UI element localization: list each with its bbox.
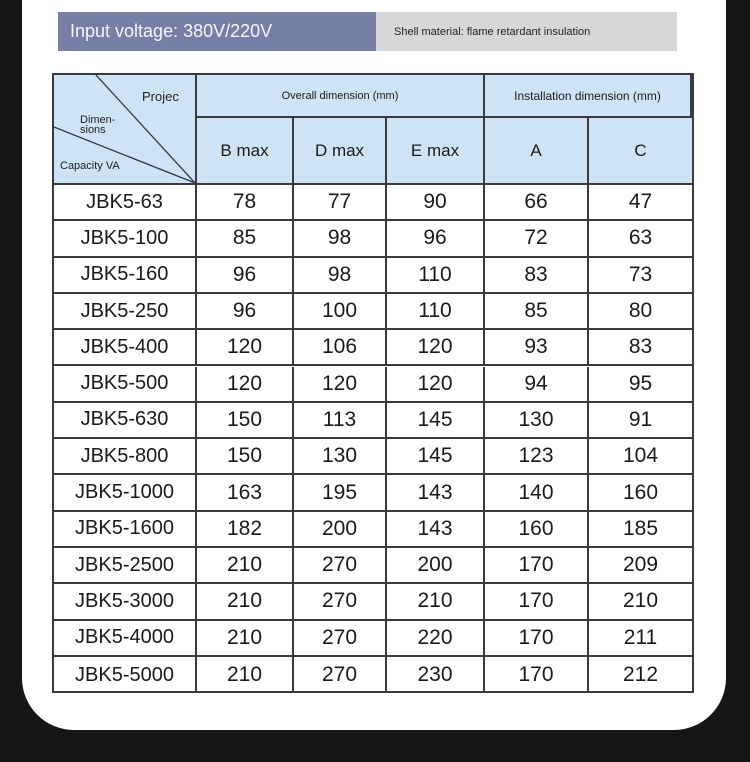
table-row-value-cell — [387, 185, 485, 221]
table-row-value-cell — [485, 294, 589, 330]
cell-text: 140 — [518, 480, 554, 504]
table-row-value-cell — [589, 367, 692, 403]
table-row-value-cell — [387, 439, 485, 475]
cell-text: 210 — [622, 589, 659, 613]
table-row-value-cell — [197, 258, 294, 294]
cell-text: JBK5-1000 — [75, 481, 174, 504]
cell-text: 200 — [417, 553, 453, 577]
table-row-value-cell — [197, 475, 294, 511]
cell-text: JBK5-400 — [80, 335, 169, 358]
cell-text: JBK5-63 — [86, 190, 163, 213]
table-row-value-cell — [485, 403, 589, 439]
voltage-text: Input voltage: 380V/220V — [70, 21, 273, 41]
table-row-value-cell — [589, 621, 692, 657]
table-row-value-cell — [294, 621, 387, 657]
table-row-value-cell — [294, 403, 387, 439]
table-row-value-cell — [294, 548, 387, 584]
cell-text: 94 — [524, 371, 548, 395]
cell-text: 106 — [321, 335, 358, 359]
cell-text: 83 — [524, 262, 548, 286]
cell-text: 170 — [518, 589, 554, 613]
table-row-value-cell — [197, 185, 294, 221]
cell-text: 270 — [321, 663, 358, 687]
cell-text: 130 — [518, 407, 554, 431]
cell-text: 123 — [518, 444, 554, 468]
table-row-value-cell — [485, 621, 589, 657]
cell-text: 96 — [232, 299, 257, 323]
table-row-value-cell — [294, 330, 387, 366]
cell-text: 170 — [518, 625, 554, 649]
cell-text: 47 — [628, 190, 653, 214]
table-row-model-cell — [54, 475, 197, 511]
table-row-value-cell — [387, 221, 485, 257]
table-row-value-cell — [294, 221, 387, 257]
cell-text: 120 — [417, 371, 453, 395]
cell-text: 96 — [423, 226, 447, 250]
table-row-value-cell — [589, 258, 692, 294]
table-row-value-cell — [197, 403, 294, 439]
table-row-value-cell — [197, 330, 294, 366]
cell-text: 200 — [321, 516, 358, 540]
cell-text: 143 — [417, 516, 453, 540]
table-row-value-cell — [387, 621, 485, 657]
table-row-value-cell — [485, 367, 589, 403]
cell-text: 104 — [622, 444, 659, 468]
cell-text: 210 — [226, 589, 263, 613]
table-row-value-cell — [197, 548, 294, 584]
cell-text: 145 — [417, 407, 453, 431]
column-header-label: D max — [314, 140, 365, 160]
cell-text: 120 — [226, 371, 263, 395]
table-row-value-cell — [387, 258, 485, 294]
cell-text: 120 — [417, 335, 453, 359]
column-header-e-max — [387, 118, 485, 185]
table-row-value-cell — [589, 185, 692, 221]
table-row-value-cell — [589, 548, 692, 584]
cell-text: 220 — [417, 625, 453, 649]
cell-text: 90 — [423, 190, 447, 214]
corner-label-dimensions-2: sions — [80, 124, 106, 136]
cell-text: JBK5-3000 — [75, 589, 174, 612]
table-row-value-cell — [485, 330, 589, 366]
table-row-value-cell — [294, 512, 387, 548]
cell-text: 91 — [628, 407, 653, 431]
cell-text: 210 — [226, 553, 263, 577]
cell-text: 66 — [524, 190, 548, 214]
corner-label-project: Projec — [142, 89, 179, 104]
corner-header — [54, 75, 197, 185]
cell-text: JBK5-4000 — [75, 626, 174, 649]
group-header-install-label: Installation dimension (mm) — [514, 88, 661, 103]
table-row-value-cell — [485, 584, 589, 620]
table-row-value-cell — [197, 512, 294, 548]
cell-text: 98 — [327, 262, 352, 286]
cell-text: 170 — [518, 553, 554, 577]
cell-text: 93 — [524, 335, 548, 359]
table-row-value-cell — [294, 475, 387, 511]
table-row-value-cell — [197, 584, 294, 620]
cell-text: JBK5-500 — [80, 372, 169, 395]
table-row-value-cell — [294, 185, 387, 221]
column-header-label: B max — [220, 140, 269, 160]
cell-text: JBK5-630 — [80, 408, 169, 431]
table-row-value-cell — [197, 439, 294, 475]
table-row-value-cell — [485, 475, 589, 511]
cell-text: JBK5-2500 — [75, 553, 174, 576]
table-row-model-cell — [54, 621, 197, 657]
cell-text: 85 — [524, 299, 548, 323]
cell-text: 63 — [628, 226, 653, 250]
group-header-overall-label: Overall dimension (mm) — [281, 89, 399, 102]
table-row-value-cell — [485, 512, 589, 548]
table-row-model-cell — [54, 221, 197, 257]
column-header-label: E max — [410, 140, 460, 160]
table-row-value-cell — [589, 439, 692, 475]
table-row-value-cell — [294, 258, 387, 294]
cell-text: 270 — [321, 589, 358, 613]
table-row-value-cell — [387, 548, 485, 584]
table-row-value-cell — [485, 221, 589, 257]
cell-text: 110 — [418, 299, 452, 323]
cell-text: 98 — [327, 226, 352, 250]
cell-text: 170 — [518, 663, 554, 687]
column-header-d-max — [294, 118, 387, 185]
cell-text: 130 — [321, 444, 358, 468]
cell-text: 209 — [622, 553, 659, 577]
table-row-value-cell — [589, 512, 692, 548]
table-row-value-cell — [197, 657, 294, 693]
cell-text: 96 — [232, 262, 257, 286]
cell-text: 95 — [628, 371, 653, 395]
table-row-model-cell — [54, 367, 197, 403]
column-header-a — [485, 118, 589, 185]
cell-text: 185 — [622, 516, 659, 540]
table-row-model-cell — [54, 512, 197, 548]
table-row-value-cell — [387, 330, 485, 366]
table-row-model-cell — [54, 439, 197, 475]
spec-table — [52, 73, 694, 693]
table-row-model-cell — [54, 294, 197, 330]
cell-text: 77 — [327, 190, 352, 214]
cell-text: 83 — [628, 335, 653, 359]
table-row-value-cell — [294, 367, 387, 403]
cell-text: 182 — [226, 516, 263, 540]
corner-label-capacity: Capacity VA — [60, 160, 120, 172]
column-header-c — [589, 118, 692, 185]
table-row-value-cell — [485, 258, 589, 294]
cell-text: 270 — [321, 553, 358, 577]
cell-text: 145 — [417, 444, 453, 468]
table-row-model-cell — [54, 403, 197, 439]
cell-text: 270 — [321, 625, 358, 649]
table-row-value-cell — [485, 548, 589, 584]
column-header-b-max — [197, 118, 294, 185]
table-row-value-cell — [294, 657, 387, 693]
cell-text: 212 — [622, 663, 659, 687]
corner-label-dimensions-1: Dimen- — [80, 114, 116, 126]
cell-text: 160 — [518, 516, 554, 540]
corner-label-dimensions — [80, 115, 115, 135]
table-row-model-cell — [54, 548, 197, 584]
cell-text: JBK5-1600 — [75, 517, 174, 540]
table-row-value-cell — [387, 475, 485, 511]
table-row-model-cell — [54, 185, 197, 221]
table-row-value-cell — [387, 512, 485, 548]
table-row-value-cell — [589, 294, 692, 330]
table-row-value-cell — [197, 367, 294, 403]
column-header-label: A — [530, 140, 542, 160]
table-row-value-cell — [387, 403, 485, 439]
table-row-value-cell — [589, 221, 692, 257]
table-row-value-cell — [197, 294, 294, 330]
cell-text: 113 — [322, 407, 357, 431]
cell-text: 163 — [226, 480, 263, 504]
table-row-value-cell — [589, 330, 692, 366]
group-header-install — [485, 75, 692, 118]
table-row-model-cell — [54, 258, 197, 294]
table-row-value-cell — [294, 439, 387, 475]
table-row-value-cell — [387, 294, 485, 330]
table-row-model-cell — [54, 584, 197, 620]
table-row-value-cell — [485, 657, 589, 693]
cell-text: 210 — [417, 589, 453, 613]
column-header-label: C — [634, 140, 647, 160]
cell-text: 230 — [417, 663, 453, 687]
cell-text: JBK5-250 — [80, 299, 169, 322]
cell-text: 100 — [321, 299, 358, 323]
cell-text: JBK5-5000 — [75, 663, 174, 686]
cell-text: JBK5-100 — [80, 226, 169, 249]
cell-text: 110 — [418, 262, 452, 286]
material-banner — [376, 12, 677, 51]
table-row-model-cell — [54, 330, 197, 366]
cell-text: 150 — [226, 407, 263, 431]
cell-text: JBK5-800 — [80, 444, 169, 467]
table-row-value-cell — [589, 475, 692, 511]
table-row-value-cell — [197, 621, 294, 657]
cell-text: 160 — [622, 480, 659, 504]
table-row-value-cell — [294, 584, 387, 620]
table-row-value-cell — [589, 403, 692, 439]
table-row-value-cell — [589, 657, 692, 693]
table-row-model-cell — [54, 657, 197, 693]
cell-text: 120 — [321, 371, 358, 395]
table-row-value-cell — [589, 584, 692, 620]
cell-text: 211 — [623, 625, 658, 649]
table-row-value-cell — [485, 439, 589, 475]
table-row-value-cell — [485, 185, 589, 221]
cell-text: 78 — [232, 190, 257, 214]
material-text: Shell material: flame retardant insulation — [394, 25, 591, 38]
voltage-banner — [58, 12, 376, 51]
cell-text: 143 — [417, 480, 453, 504]
cell-text: 85 — [232, 226, 257, 250]
cell-text: 210 — [226, 663, 263, 687]
table-row-value-cell — [387, 367, 485, 403]
cell-text: 72 — [524, 226, 548, 250]
cell-text: 210 — [226, 625, 263, 649]
group-header-overall — [197, 75, 485, 118]
cell-text: 120 — [226, 335, 263, 359]
cell-text: JBK5-160 — [80, 263, 169, 286]
cell-text: 80 — [628, 299, 653, 323]
table-row-value-cell — [387, 657, 485, 693]
table-row-value-cell — [387, 584, 485, 620]
cell-text: 73 — [628, 262, 653, 286]
cell-text: 195 — [321, 480, 358, 504]
table-row-value-cell — [197, 221, 294, 257]
cell-text: 150 — [226, 444, 263, 468]
table-row-value-cell — [294, 294, 387, 330]
